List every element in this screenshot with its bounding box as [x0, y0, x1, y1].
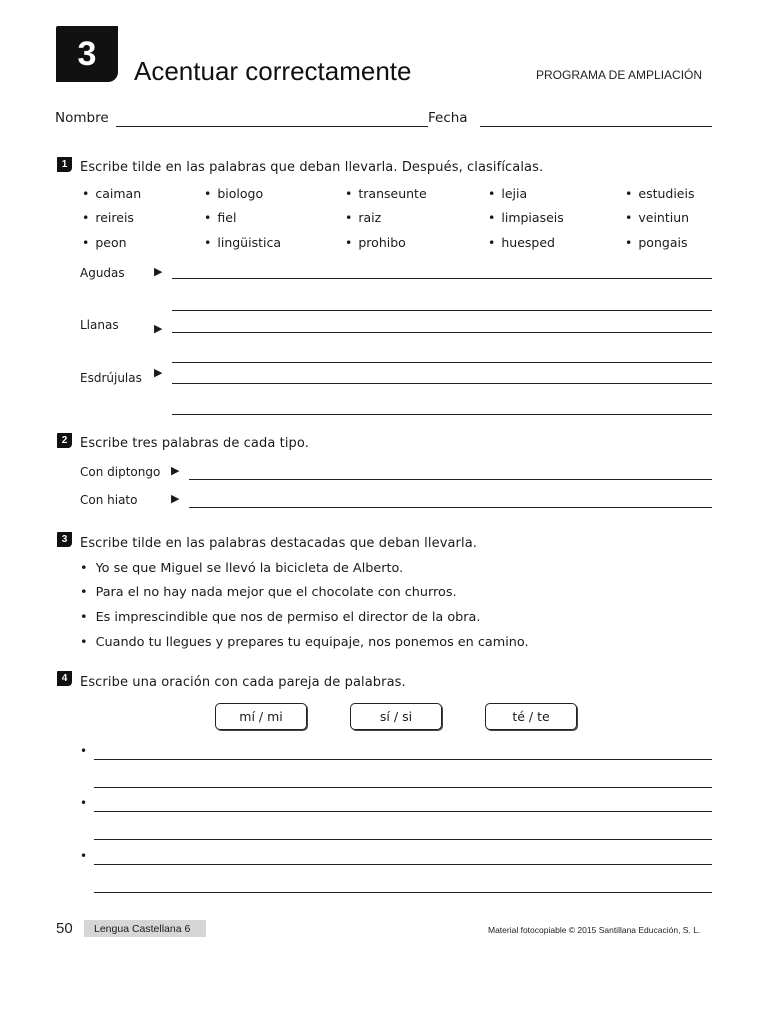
exercise-3-instruction: Escribe tilde en las palabras destacadas que deban llevarla. — [80, 536, 478, 551]
word-item: • raiz — [345, 210, 381, 225]
word-item: • limpiaseis — [488, 210, 564, 225]
page-number: 50 — [56, 920, 73, 937]
type-diptongo-label: Con diptongo — [80, 465, 161, 479]
exercise-1-number: 1 — [57, 157, 72, 172]
answer-line-esdrujulas-2[interactable] — [172, 414, 712, 415]
subject-tag: Lengua Castellana 6 — [84, 920, 206, 937]
answer-line-esdrujulas-1[interactable] — [172, 383, 712, 384]
category-llanas-label: Llanas — [80, 318, 119, 332]
answer-line-hiato[interactable] — [189, 507, 712, 508]
exercise-3-number: 3 — [57, 532, 72, 547]
answer-line-sentence-3b[interactable] — [94, 892, 712, 893]
answer-line-agudas-2[interactable] — [172, 310, 712, 311]
name-label: Nombre — [55, 110, 109, 126]
category-esdrujulas-label: Esdrújulas — [80, 371, 142, 385]
word-item: • reireis — [82, 210, 134, 225]
arrow-right-icon: ▶ — [171, 464, 180, 477]
exercise-4-instruction: Escribe una oración con cada pareja de palabras. — [80, 675, 406, 690]
answer-line-diptongo[interactable] — [189, 479, 712, 480]
arrow-right-icon: ▶ — [154, 265, 163, 278]
date-field-line[interactable] — [480, 126, 712, 127]
answer-line-sentence-1b[interactable] — [94, 787, 712, 788]
exercise-4-number: 4 — [57, 671, 72, 686]
word-pair-te: té / te — [485, 703, 577, 730]
sentence-item: • Yo se que Miguel se llevó la bicicleta de Alberto. — [80, 561, 403, 576]
answer-line-llanas-1[interactable] — [172, 332, 712, 333]
word-item: • fiel — [204, 210, 236, 225]
exercise-2-number: 2 — [57, 433, 72, 448]
date-label: Fecha — [428, 110, 468, 126]
unit-number-badge: 3 — [56, 26, 118, 82]
copyright-notice: Material fotocopiable © 2015 Santillana Educación, S. L. — [488, 925, 701, 935]
word-item: • lejia — [488, 186, 527, 201]
answer-line-agudas-1[interactable] — [172, 278, 712, 279]
word-item: • veintiun — [625, 210, 689, 225]
word-pair-si: sí / si — [350, 703, 442, 730]
category-agudas-label: Agudas — [80, 266, 125, 280]
bullet-icon: • — [80, 744, 88, 758]
arrow-right-icon: ▶ — [154, 366, 163, 379]
exercise-1-instruction: Escribe tilde en las palabras que deban llevarla. Después, clasifícalas. — [80, 160, 544, 175]
bullet-icon: • — [80, 796, 88, 810]
sentence-item: • Para el no hay nada mejor que el chocolate con churros. — [80, 585, 457, 600]
page-title: Acentuar correctamente — [134, 56, 412, 86]
answer-line-llanas-2[interactable] — [172, 362, 712, 363]
word-item: • pongais — [625, 235, 687, 250]
name-field-line[interactable] — [116, 126, 428, 127]
word-item: • prohibo — [345, 235, 406, 250]
bullet-icon: • — [80, 849, 88, 863]
word-item: • transeunte — [345, 186, 427, 201]
word-item: • biologo — [204, 186, 263, 201]
program-label: PROGRAMA DE AMPLIACIÓN — [536, 68, 703, 82]
word-item: • huesped — [488, 235, 555, 250]
exercise-2-instruction: Escribe tres palabras de cada tipo. — [80, 436, 309, 451]
answer-line-sentence-1a[interactable] — [94, 759, 712, 760]
word-pair-mi: mí / mi — [215, 703, 307, 730]
sentence-item: • Es imprescindible que nos de permiso el director de la obra. — [80, 610, 480, 625]
word-item: • estudieis — [625, 186, 695, 201]
arrow-right-icon: ▶ — [154, 322, 163, 335]
word-item: • lingüistica — [204, 235, 281, 250]
answer-line-sentence-3a[interactable] — [94, 864, 712, 865]
word-item: • caiman — [82, 186, 141, 201]
arrow-right-icon: ▶ — [171, 492, 180, 505]
word-item: • peon — [82, 235, 127, 250]
sentence-item: • Cuando tu llegues y prepares tu equipaje, nos ponemos en camino. — [80, 635, 529, 650]
answer-line-sentence-2b[interactable] — [94, 839, 712, 840]
answer-line-sentence-2a[interactable] — [94, 811, 712, 812]
type-hiato-label: Con hiato — [80, 493, 138, 507]
